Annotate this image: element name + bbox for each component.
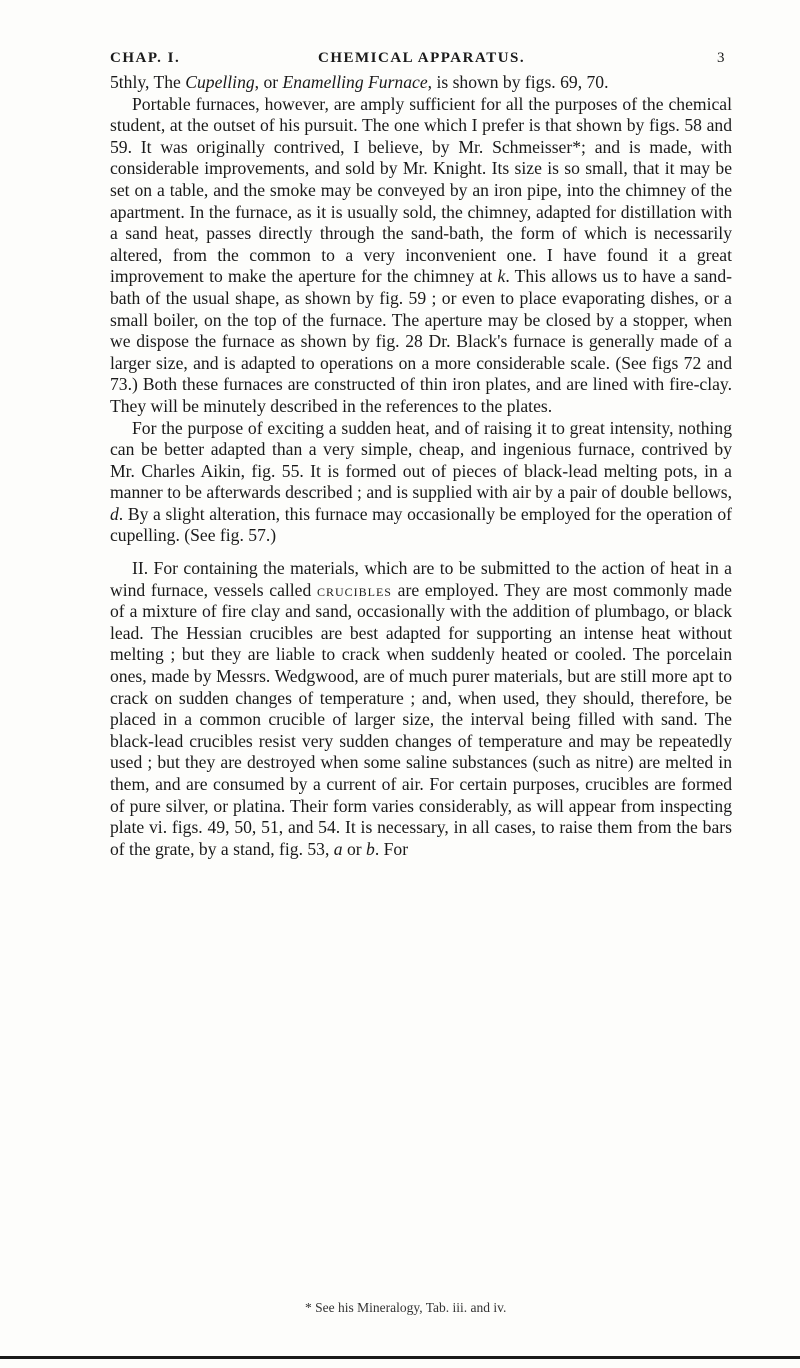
section-title: CHEMICAL APPARATUS. — [318, 50, 526, 66]
text-run: . This allows us to have a sand-bath of the usual shape, as shown by fig. 59 ; or even to place evaporating dishes, or a small boiler, on the top of the furnace. The aperture may be closed by a stopper, when we dispose the furnace as shown by fig. 28 Dr. Black's furnace is generally made of a larger size, and is adapted to operations on a more considerable scale. (See figs 72 and 73.) Both these furnaces are constructed of thin iron plates, and are lined with fire-clay. They will be minutely described in the references to the plates. — [110, 266, 732, 416]
italic-term: b — [366, 838, 375, 859]
paragraph-cupelling-furnace — [110, 72, 732, 94]
italic-term: d — [110, 503, 119, 524]
page-edge-rule — [0, 1356, 800, 1359]
body-text — [110, 72, 732, 860]
text-run: . For — [374, 838, 409, 859]
italic-term: k — [497, 266, 506, 287]
small-caps-term: crucibles — [316, 579, 392, 600]
text-run: , or — [254, 72, 283, 92]
text-run: or — [342, 838, 367, 859]
paragraph-portable-furnaces — [110, 94, 732, 418]
text-run: , is shown by figs. 69, 70. — [427, 72, 609, 92]
text-run: II. For containing the materials, which are to be submitted to the action of heat in a wind furnace, vessels called — [110, 558, 732, 600]
text-run: are employed. They are most commonly made of a mixture of fire clay and sand, occasionally with the addition of plumbago, or black lead. The Hessian crucibles are best adapted for supporting an intense heat without melting ; but they are liable to crack when suddenly heated or cooled. The porcelain ones, made by Messrs. Wedgwood, are of much purer materials, but are still more apt to crack on sudden changes of temperature ; and, when used, they should, therefore, be placed in a common crucible of larger size, the interval being filled with sand. The black-lead crucibles resist very sudden changes of temperature and may be repeatedly used ; but they are destroyed when some saline substances (such as nitre) are melted in them, and are consumed by a current of air. For certain purposes, crucibles are formed of pure silver, or platina. Their form varies considerably, as will appear from inspecting plate vi. figs. 49, 50, 51, and 54. It is necessary, in all cases, to raise them from the bars of the grate, by a stand, fig. 53, — [110, 579, 732, 859]
text-run: . By a slight alteration, this furnace may occasionally be employed for the operation of cupelling. (See fig. 57.) — [110, 503, 732, 546]
paragraph-crucibles — [110, 558, 732, 860]
italic-term: Cupelling — [185, 72, 255, 92]
chapter-label: CHAP. I. — [110, 50, 181, 66]
paragraph-aikin-furnace — [110, 418, 732, 548]
footnote: * See his Mineralogy, Tab. iii. and iv. — [305, 1300, 507, 1315]
text-run: Portable furnaces, however, are amply sufficient for all the purposes of the chemical student, at the outset of his pursuit. The one which I prefer is that shown by figs. 58 and 59. It was originally contrived, I believe, by Mr. Schmeisser*; and is made, with considerable improvements, and sold by Mr. Knight. Its size is so small, that it may be set on a table, and the smoke may be conveyed by an iron pipe, into the chimney of the apartment. In the furnace, as it is usually sold, the chimney, adapted for distillation with a sand heat, passes directly through the sand-bath, the form of which is necessarily altered, from the common to a very inconvenient one. I have found it a great improvement to make the aperture for the chimney at — [110, 93, 732, 287]
italic-term: Enamelling Furnace — [282, 72, 428, 92]
italic-term: a — [333, 838, 343, 859]
text-run: For the purpose of exciting a sudden heat, and of raising it to great intensity, nothing can be better adapted than a very simple, cheap, and ingenious furnace, contrived by Mr. Charles Aikin, fig. 55. It is formed out of pieces of black-lead melting pots, in a manner to be afterwards described ; and is supplied with air by a pair of double bellows, — [110, 417, 732, 503]
text-run: 5thly, The — [110, 72, 186, 92]
page-number: 3 — [717, 50, 726, 66]
